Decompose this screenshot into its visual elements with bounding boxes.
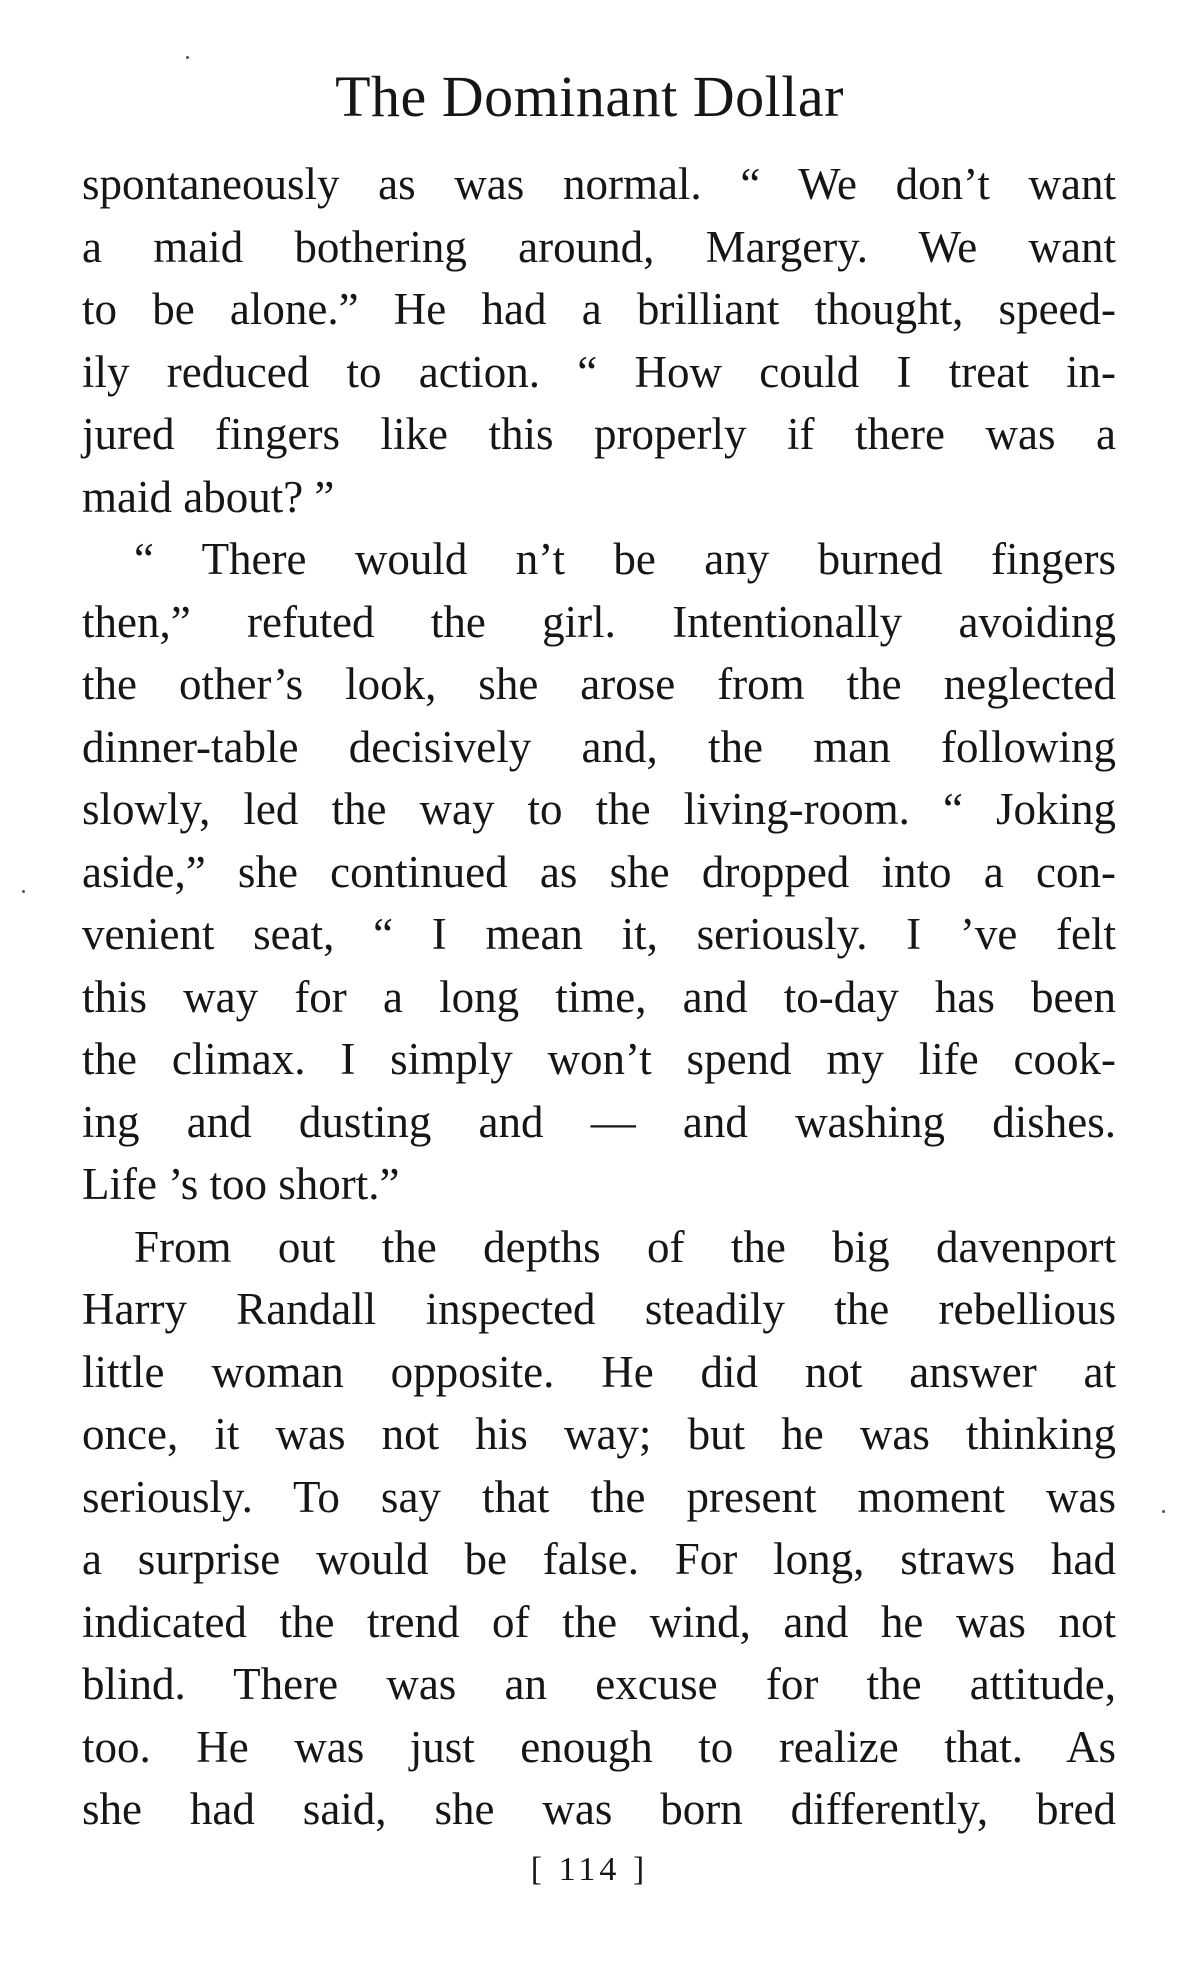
paper-speck [186, 56, 189, 59]
text-line: From out the depths of the big davenport [134, 1221, 1116, 1272]
text-line: slowly, led the way to the living-room. “ Joking [82, 784, 1116, 834]
text-line: Life ’s too short.” [82, 1159, 400, 1209]
running-head: The Dominant Dollar [335, 64, 844, 129]
text-line: blind. There was an excuse for the attitude, [82, 1659, 1116, 1709]
page-number: [ 114 ] [530, 1851, 649, 1888]
text-line: once, it was not his way; but he was thinking [82, 1409, 1116, 1459]
text-line: the climax. I simply won’t spend my life cook- [82, 1034, 1116, 1084]
paper-speck [22, 890, 25, 893]
text-line: she had said, she was born differently, bred [82, 1784, 1116, 1834]
text-line: Harry Randall inspected steadily the rebellious [82, 1284, 1116, 1334]
text-line: jured fingers like this properly if there was a [82, 409, 1116, 459]
paper-speck [1162, 1510, 1165, 1513]
text-line: ily reduced to action. “ How could I treat in- [82, 346, 1116, 397]
text-line: indicated the trend of the wind, and he was not [82, 1596, 1116, 1647]
body-text [82, 153, 1116, 1841]
text-line: too. He was just enough to realize that. As [82, 1721, 1116, 1772]
text-line: “ There would n’t be any burned fingers [134, 534, 1116, 584]
text-line: this way for a long time, and to-day has been [82, 971, 1116, 1022]
text-line: spontaneously as was normal. “ We don’t want [82, 159, 1116, 209]
text-line: ing and dusting and — and washing dishes. [82, 1096, 1116, 1147]
text-line: a surprise would be false. For long, straws had [82, 1534, 1116, 1584]
text-line: the other’s look, she arose from the neglected [82, 659, 1116, 709]
text-line: dinner-table decisively and, the man following [82, 721, 1116, 772]
text-line: little woman opposite. He did not answer at [82, 1346, 1116, 1397]
text-line: a maid bothering around, Margery. We want [82, 221, 1116, 272]
text-line: maid about? ” [82, 471, 335, 522]
text-line: then,” refuted the girl. Intentionally avoiding [82, 596, 1116, 647]
text-line: to be alone.” He had a brilliant thought, speed- [82, 284, 1116, 334]
text-line: seriously. To say that the present moment was [82, 1471, 1116, 1522]
text-line: aside,” she continued as she dropped into a con- [82, 846, 1116, 897]
text-line: venient seat, “ I mean it, seriously. I ’ve felt [82, 909, 1116, 959]
